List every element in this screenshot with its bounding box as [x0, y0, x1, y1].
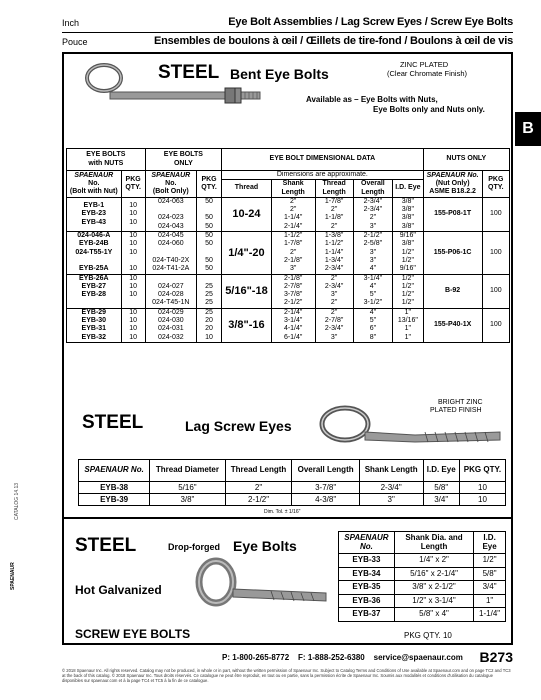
forged-cell: 3/4" — [474, 581, 506, 595]
forged-title: Eye Bolts — [233, 538, 297, 554]
group-nuts-only: NUTS ONLY — [423, 149, 509, 171]
lag-cell: 10 — [459, 482, 505, 494]
forged-eye-bolt-image — [176, 557, 336, 617]
forged-screw-label: SCREW EYE BOLTS — [75, 627, 191, 641]
bent-thread-length-cell: 2" 2-7/8" 2-3/4" 3" — [315, 308, 353, 342]
lag-header-cell: Thread Length — [225, 460, 292, 482]
bent-pkg-cell: 10 10 10 — [121, 274, 145, 308]
bent-availability-1: Available as – Eye Bolts with Nuts, — [306, 95, 438, 104]
bent-bolt-only-cell: 024-045 024-060 024-T40-2X 024-T41-2A — [145, 232, 196, 274]
forged-header-cell: Shank Dia. and Length — [394, 532, 473, 554]
bent-thread-cell: 10-24 — [222, 197, 272, 231]
footer-phone[interactable]: P: 1-800-265-8772 — [222, 653, 290, 662]
bent-nut-pkg-cell: 100 — [482, 232, 509, 274]
unit-pouce: Pouce — [62, 37, 88, 47]
forged-cell: 1-1/4" — [474, 608, 506, 622]
col-overall-length: Overall Length — [353, 180, 392, 198]
forged-steel-heading: STEEL — [75, 535, 137, 556]
forged-cell: 1" — [474, 594, 506, 608]
bent-thread-length-cell: 1-3/8" 1-1/2" 1-1/4" 1-3/4" 2-3/4" — [315, 232, 353, 274]
forged-cell: 3/8" x 2-1/2" — [394, 581, 473, 595]
bent-id-eye-cell: 1/2" 1/2" 1/2" 1/2" — [393, 274, 424, 308]
bent-steel-heading: STEEL — [158, 62, 220, 83]
bent-title: Bent Eye Bolts — [230, 66, 329, 82]
col-pkg-qty-1: PKG QTY. — [121, 171, 145, 198]
forged-cell: EYB-37 — [339, 608, 395, 622]
bent-bolt-nut-cell: EYB-29 EYB-30 EYB-31 EYB-32 — [67, 308, 122, 342]
lag-finish-2: PLATED FINISH — [430, 407, 482, 414]
group-dimensional-data: EYE BOLT DIMENSIONAL DATA — [222, 149, 424, 171]
forged-header-cell: I.D. Eye — [474, 532, 506, 554]
lag-cell: 2-1/2" — [225, 494, 292, 506]
section-tab[interactable]: B — [515, 112, 541, 146]
bent-id-eye-cell: 9/16" 3/8" 1/2" 1/2" 9/16" — [393, 232, 424, 274]
forged-row — [339, 567, 506, 581]
col-spaenaur-bolt-only: SPAENAUR No. (Bolt Only) — [145, 171, 196, 198]
forged-row — [339, 581, 506, 595]
footer-legal: © 2018 Spaenaur Inc. All rights reserved. Catalog may not be produced, in whole or in part, without the written permission of Spaenaur Inc. Subject to Catalog Terms and Conditions of Use available at Spaenaur.com and on page TC2 and TC3 at the back of this catalog. © 2018 Spaenaur Inc. Tous droits réservés. Ce catalogue ne peut être reproduit, en tout ou en partie, sans la permission écrite de Spaenaur Inc. Soumis aux modalités et conditions d'utilisation du catalogue disponibles sur spaenaur.com et à la page TC4 et TC5 à la fin de ce catalogue. — [62, 668, 511, 683]
bent-pkg-cell: 10 10 10 — [121, 197, 145, 231]
bent-group-row — [67, 308, 510, 342]
bent-overall-cell: 3-1/4" 4" 5" 3-1/2" — [353, 274, 392, 308]
lag-cell: 3/8" — [150, 494, 225, 506]
bent-bolt-only-cell: 024-063 024-023 024-043 — [145, 197, 196, 231]
forged-cell: EYB-36 — [339, 594, 395, 608]
bent-group-row — [67, 232, 510, 274]
page-title-fr: Ensembles de boulons à œil / Œillets de tire-fond / Boulons à œil de vis — [153, 35, 513, 47]
forged-cell: EYB-33 — [339, 554, 395, 568]
bent-overall-cell: 2-1/2" 2-5/8" 3" 3" 4" — [353, 232, 392, 274]
lag-cell: EYB-39 — [79, 494, 150, 506]
bent-nut-cell: 155-P06-1C — [423, 232, 482, 274]
bent-pkg-cell: 10 10 10 10 — [121, 232, 145, 274]
footer-email[interactable]: service@spaenaur.com — [373, 653, 463, 662]
lag-header-cell: SPAENAUR No. — [79, 460, 150, 482]
lag-cell: 2-3/4" — [359, 482, 423, 494]
group-with-nuts: EYE BOLTS with NUTS — [67, 149, 146, 171]
lag-header-cell: Overall Length — [292, 460, 359, 482]
bent-shank-cell: 2-1/8" 2-7/8" 3-7/8" 2-1/2" — [271, 274, 315, 308]
lag-cell: 3" — [359, 494, 423, 506]
col-thread-length: Thread Length — [315, 180, 353, 198]
col-spaenaur-nut: SPAENAUR No. (Nut Only) ASME B18.2.2 — [423, 171, 482, 198]
forged-title-small: Drop-forged — [168, 542, 220, 552]
lag-cell: 4-3/8" — [292, 494, 359, 506]
forged-cell: 5/8" — [474, 567, 506, 581]
bent-id-eye-cell: 3/8" 3/8" 3/8" 3/8" — [393, 197, 424, 231]
forged-pkg-qty: PKG QTY. 10 — [404, 631, 452, 640]
bent-pkg-cell: 25 20 20 10 — [196, 308, 221, 342]
bent-nut-pkg-cell: 100 — [482, 308, 509, 342]
forged-row — [339, 554, 506, 568]
bent-pkg-cell: 25 25 25 — [196, 274, 221, 308]
bent-overall-cell: 4" 5" 6" 8" — [353, 308, 392, 342]
lag-cell: 10 — [459, 494, 505, 506]
col-id-eye: I.D. Eye — [393, 180, 424, 198]
bent-bolt-nut-cell: 024-046-A EYB-24B 024-T55-1Y EYB-25A — [67, 232, 122, 274]
lag-screw-table — [78, 459, 506, 506]
bent-bolt-nut-cell: EYB-1 EYB-23 EYB-43 — [67, 197, 122, 231]
lag-header-cell: Shank Length — [359, 460, 423, 482]
lag-cell: 2" — [225, 482, 292, 494]
forged-galvanized: Hot Galvanized — [75, 583, 162, 597]
lag-row — [79, 482, 506, 494]
bent-pkg-cell: 10 10 10 10 — [121, 308, 145, 342]
lag-title: Lag Screw Eyes — [185, 418, 292, 434]
section-divider — [64, 517, 511, 519]
forged-cell: EYB-35 — [339, 581, 395, 595]
page-title-en: Eye Bolt Assemblies / Lag Screw Eyes / Screw Eye Bolts — [228, 16, 513, 28]
bent-nut-cell: B-92 — [423, 274, 482, 308]
footer-contact — [222, 653, 463, 662]
bent-availability-2: Eye Bolts only and Nuts only. — [373, 105, 485, 114]
bent-finish-1: ZINC PLATED — [400, 60, 449, 69]
unit-inch: Inch — [62, 18, 80, 28]
forged-cell: EYB-34 — [339, 567, 395, 581]
lag-cell: 3/4" — [423, 494, 459, 506]
forged-cell: 1/4" x 2" — [394, 554, 473, 568]
bent-group-row — [67, 197, 510, 231]
forged-cell: 1/2" x 3-1/4" — [394, 594, 473, 608]
lag-cell: 5/16" — [150, 482, 225, 494]
bent-thread-length-cell: 2" 2-3/4" 3" 2" — [315, 274, 353, 308]
lag-header-cell: Thread Diameter — [150, 460, 225, 482]
lag-cell: 3-7/8" — [292, 482, 359, 494]
bent-nut-pkg-cell: 100 — [482, 197, 509, 231]
bent-nut-cell: 155-P40-1X — [423, 308, 482, 342]
bent-finish-2: (Clear Chromate Finish) — [387, 69, 468, 78]
bent-shank-cell: 2" 2" 1-1/4" 2-1/4" — [271, 197, 315, 231]
header-rule — [62, 32, 513, 33]
col-spaenaur-bolt-nut: SPAENAUR No. (Bolt with Nut) — [67, 171, 122, 198]
bent-bolt-only-cell: 024-027 024-028 024-T45-1N — [145, 274, 196, 308]
footer-fax[interactable]: F: 1-888-252-6380 — [298, 653, 365, 662]
forged-header-cell: SPAENAUR No. — [339, 532, 395, 554]
forged-cell: 5/16" x 2-1/4" — [394, 567, 473, 581]
lag-tolerance-note: Dim. Tol. ± 1/16" — [264, 509, 301, 515]
lag-cell: 5/8" — [423, 482, 459, 494]
bent-nut-cell: 155-P08-1T — [423, 197, 482, 231]
forged-cell: 5/8" x 4" — [394, 608, 473, 622]
col-thread: Thread — [222, 180, 272, 198]
lag-row — [79, 494, 506, 506]
forged-table — [338, 531, 506, 622]
col-shank-length: Shank Length — [271, 180, 315, 198]
group-only: EYE BOLTS ONLY — [145, 149, 221, 171]
side-catalog-label: CATALOG 14.13 — [14, 482, 20, 520]
bent-thread-cell: 3/8"-16 — [222, 308, 272, 342]
lag-finish-1: BRIGHT ZINC — [438, 399, 483, 406]
bent-bolt-only-cell: 024-029 024-030 024-031 024-032 — [145, 308, 196, 342]
lag-header-cell: I.D. Eye — [423, 460, 459, 482]
bent-nut-pkg-cell: 100 — [482, 274, 509, 308]
bent-id-eye-cell: 1" 13/16" 1" 1" — [393, 308, 424, 342]
bent-overall-cell: 2-3/4" 2-3/4" 2" 3" — [353, 197, 392, 231]
bent-thread-length-cell: 1-7/8" 2" 1-1/8" 2" — [315, 197, 353, 231]
col-pkg-qty-2: PKG QTY. — [196, 171, 221, 198]
page-number: B273 — [479, 649, 513, 665]
bent-shank-cell: 1-1/2" 1-7/8" 2" 2-1/8" 3" — [271, 232, 315, 274]
col-pkg-qty-3: PKG QTY. — [482, 171, 509, 198]
lag-cell: EYB-38 — [79, 482, 150, 494]
side-brand-label: SPAENAUR — [10, 562, 16, 590]
bent-pkg-cell: 50 50 50 — [196, 197, 221, 231]
bent-pkg-cell: 50 50 50 50 — [196, 232, 221, 274]
bent-shank-cell: 2-1/4" 3-1/4" 4-1/4" 6-1/4" — [271, 308, 315, 342]
bent-thread-cell: 5/16"-18 — [222, 274, 272, 308]
bent-thread-cell: 1/4"-20 — [222, 232, 272, 274]
bent-group-row — [67, 274, 510, 308]
forged-cell: 1/2" — [474, 554, 506, 568]
dims-approx-note: Dimensions are approximate. — [222, 171, 424, 180]
bent-eye-bolts-table — [66, 148, 510, 343]
lag-header-cell: PKG QTY. — [459, 460, 505, 482]
forged-row — [339, 594, 506, 608]
forged-row — [339, 608, 506, 622]
bent-bolt-nut-cell: EYB-26A EYB-27 EYB-28 — [67, 274, 122, 308]
lag-steel-heading: STEEL — [82, 412, 144, 433]
